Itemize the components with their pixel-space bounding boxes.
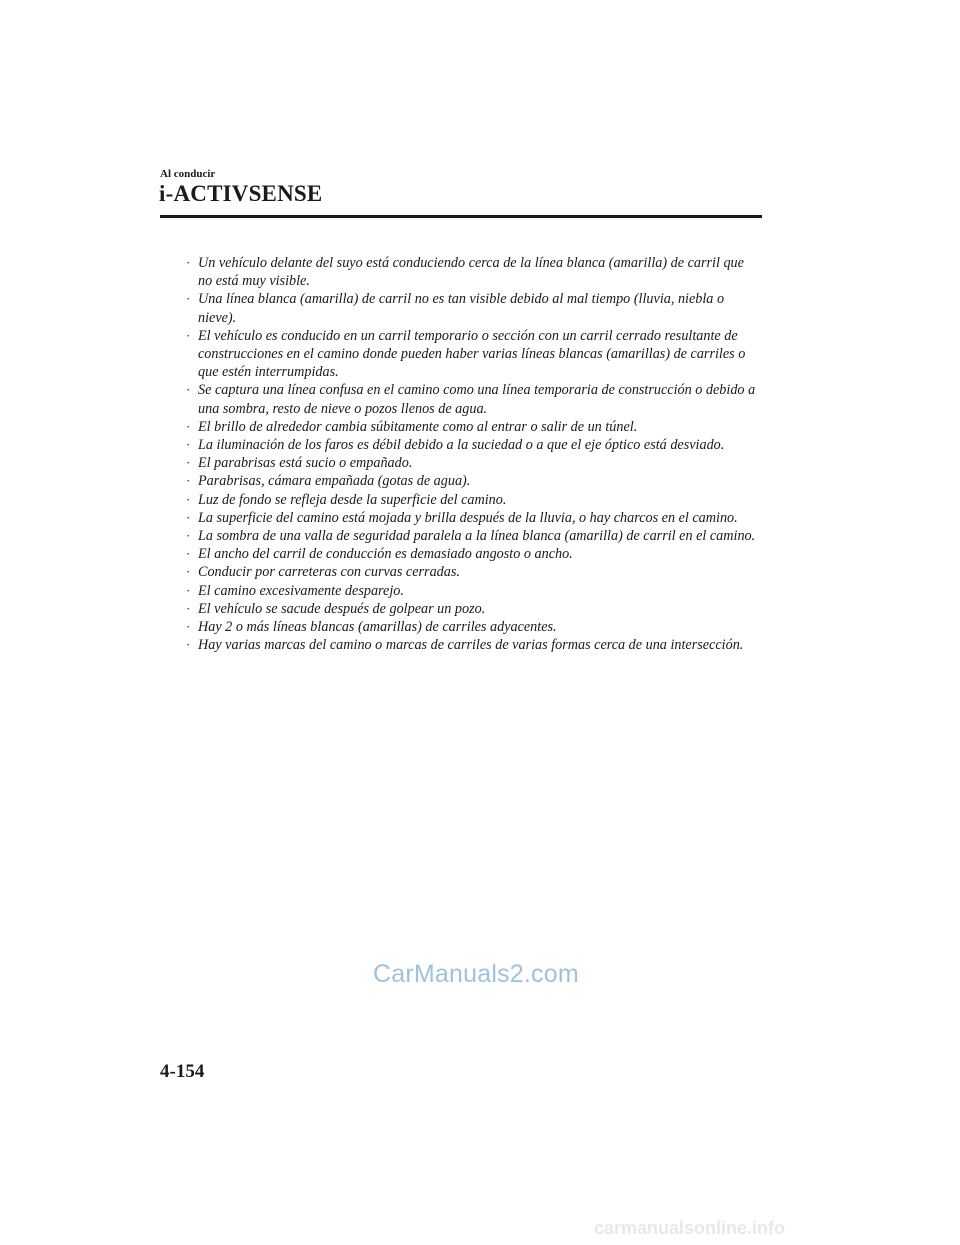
list-item — [186, 636, 756, 654]
bullet-icon: · — [186, 437, 191, 453]
list-item-text: Parabrisas, cámara empañada (gotas de agua). — [198, 473, 471, 490]
list-item — [186, 436, 756, 454]
list-item — [186, 454, 756, 472]
bullet-icon: · — [186, 327, 191, 343]
list-item — [186, 418, 756, 436]
list-item-text: La superficie del camino está mojada y brilla después de la lluvia, o hay charcos en el camino. — [198, 509, 738, 526]
list-item — [186, 618, 756, 636]
list-item-text: Hay 2 o más líneas blancas (amarillas) de carriles adyacentes. — [198, 619, 557, 636]
bullet-icon: · — [186, 600, 191, 616]
list-item-text: Se captura una línea confusa en el camino como una línea temporaria de construcción o debido a una sombra, resto de nieve o pozos llenos de agua. — [198, 382, 756, 417]
list-item — [186, 527, 756, 545]
bullet-icon: · — [186, 382, 191, 398]
list-item — [186, 545, 756, 563]
bullet-icon: · — [186, 491, 191, 507]
page-number: 4-154 — [160, 1061, 205, 1082]
bullet-icon: · — [186, 291, 191, 307]
list-item — [186, 600, 756, 618]
conditions-list — [186, 254, 756, 654]
page-title: i-ACTIVSENSE — [159, 181, 323, 206]
bullet-icon: · — [186, 418, 191, 434]
bullet-icon: · — [186, 619, 191, 635]
bullet-icon: · — [186, 255, 191, 270]
footer-watermark: carmanualsonline.info — [594, 1218, 786, 1238]
watermark-link[interactable]: CarManuals2.com — [373, 960, 579, 988]
title-divider — [160, 215, 762, 218]
list-item — [186, 582, 756, 600]
list-item-text: Un vehículo delante del suyo está conduciendo cerca de la línea blanca (amarilla) de carril que no está muy visible. — [198, 255, 744, 290]
list-item-text: Una línea blanca (amarilla) de carril no es tan visible debido al mal tiempo (lluvia, niebla o nieve). — [198, 291, 725, 326]
bullet-icon: · — [186, 473, 191, 489]
bullet-icon: · — [186, 528, 191, 544]
section-label: Al conducir — [160, 168, 216, 180]
bullet-icon: · — [186, 582, 191, 598]
list-item — [186, 509, 756, 527]
list-item — [186, 327, 756, 382]
list-item-text: El vehículo es conducido en un carril temporario o sección con un carril cerrado resultante de construcciones en el camino donde pueden haber varias líneas blancas (amarillas) de carriles o que estén interrumpidas. — [198, 327, 746, 381]
list-item-text: El vehículo se sacude después de golpear un pozo. — [198, 600, 486, 617]
bullet-icon: · — [186, 546, 191, 562]
list-item-text: El brillo de alrededor cambia súbitamente como al entrar o salir de un túnel. — [198, 418, 638, 435]
list-item-text: La iluminación de los faros es débil debido a la suciedad o a que el eje óptico está desviado. — [198, 437, 725, 454]
list-item — [186, 381, 756, 417]
list-item-text: Hay varias marcas del camino o marcas de carriles de varias formas cerca de una intersección. — [198, 637, 744, 654]
list-item-text: El parabrisas está sucio o empañado. — [198, 455, 413, 472]
list-item-text: Luz de fondo se refleja desde la superficie del camino. — [198, 491, 507, 508]
list-item-text: El ancho del carril de conducción es demasiado angosto o ancho. — [198, 546, 573, 563]
list-item-text: Conducir por carreteras con curvas cerradas. — [198, 564, 460, 581]
list-item — [186, 472, 756, 490]
bullet-icon: · — [186, 637, 191, 653]
list-item — [186, 563, 756, 581]
bullet-icon: · — [186, 564, 191, 580]
bullet-icon: · — [186, 509, 191, 525]
list-item-text: La sombra de una valla de seguridad paralela a la línea blanca (amarilla) de carril en el camino. — [198, 528, 756, 545]
list-item — [186, 491, 756, 509]
list-item — [186, 290, 756, 326]
list-item-text: El camino excesivamente desparejo. — [198, 582, 404, 599]
bullet-icon: · — [186, 455, 191, 471]
list-item — [186, 254, 756, 290]
